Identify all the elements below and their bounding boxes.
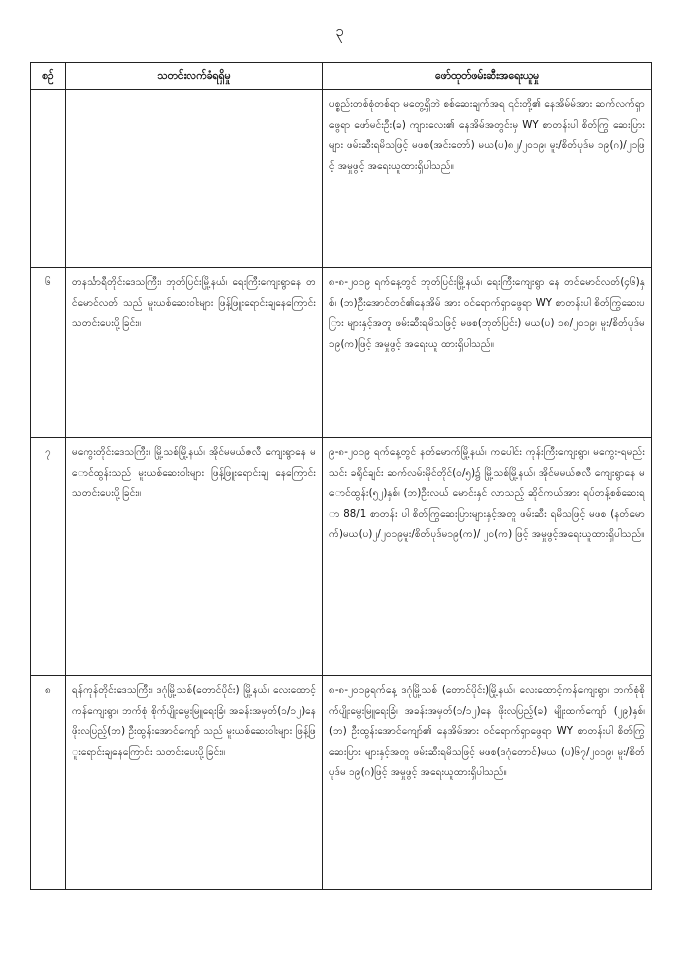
table-row	[31, 676, 652, 890]
action-cell: ပစ္စည်းတစ်စုံတစ်ရာ မတွေ့ရှိဘဲ စစ်ဆေးချက်အရ ၎င်းတို့၏ နေအိမ်မ်အား ဆက်လက်ရှာဖွေရာ ဖော်မင်းဦး(ခ) ကျားလေး၏ နေအိမ်အတွင်းမှ WY စာတန်းပါ စိတ်ကြွ ဆေးပြားများ ဖမ်းဆီးရမိသဖြင့် မဖစ(အင်းတော်) မယ(ပ)၈၂/၂၀၁၉၊ မူး/စိတ်ပုဒ်မ ၁၉(ဂ)/၂၁ဖြင့် အမှုဖွင့် အရေးယူထားရှိပါသည်။	[323, 90, 652, 268]
info-cell: တနင်္သာရီတိုင်းဒေသကြီး၊ ဘုတ်ပြင်းမြို့နယ်၊ ရေးကြီးကျေးရွာနေ တင်မောင်လတ် သည် မူးယစ်ဆေးဝါးများ ဖြန့်ဖြူးရောင်းချနေကြောင်း သတင်းပေးပို့ခြင်း။	[66, 268, 323, 438]
page-number: ၃	[335, 22, 344, 40]
table-row	[31, 438, 652, 676]
action-cell: ၈-၈-၂၀၁၉ ရက်နေ့တွင် ဘုတ်ပြင်းမြို့နယ်၊ ရေးကြီးကျေးရွာ နေ တင်မောင်လတ်(၄၆)နှစ်၊ (ဘ)ဦးအောင်တင်၏နေအိမ် အား ဝင်ရောက်ရှာဖွေရာ WY စာတန်းပါ စိတ်ကြွဆေးပြား များနှင့်အတူ ဖမ်းဆီးရမိသဖြင့် မဖစ(ဘုတ်ပြင်း) မယ(ပ) ၁၈/၂၀၁၉၊ မူး/စိတ်ပုဒ်မ ၁၉(က)ဖြင့် အမှုဖွင့် အရေးယူ ထားရှိပါသည်။	[323, 268, 652, 438]
info-cell: မကွေးတိုင်းဒေသကြီး၊ မြို့သစ်မြို့နယ်၊ အိုင်မမယ်ဇလီ ကျေးရွာနေ မောင်ထွန်းသည် မူးယစ်ဆေးဝါးများ ဖြန့်ဖြူးရောင်းချ နေကြောင်း သတင်းပေးပို့ခြင်း။	[66, 438, 323, 676]
header-action-taken: ဖော်ထုတ်ဖမ်းဆီးအရေးယူမှု	[323, 63, 652, 90]
row-number: ၈	[31, 676, 66, 890]
header-no: စဉ်	[31, 63, 66, 90]
row-number	[31, 90, 66, 268]
table-row	[31, 268, 652, 438]
info-cell: ရန်ကုန်တိုင်းဒေသကြီး၊ ဒဂုံမြို့သစ်(တောင်ပိုင်း) မြို့နယ်၊ လေးထောင့်ကန်ကျေးရွာ၊ ဘက်စုံ စိုက်ပျိုးမွေးမြူရေးခြံ၊ အခန်းအမှတ်(၁/၁၂)နေ ဖိုးလပြည့်(ဘ) ဦးထွန်းအောင်ကျော် သည် မူးယစ်ဆေးဝါးများ ဖြန့်ဖြူးရောင်းချနေကြောင်း သတင်းပေးပို့ခြင်း။	[66, 676, 323, 890]
action-cell: ၉-၈-၂၀၁၉ ရက်နေ့တွင် နတ်မောက်မြို့နယ်၊ ကပေါင်း ကုန်းကြီးကျေးရွာ၊ မကွေး-ရမည်းသင်း ခရိုင်ချင်း ဆက်လမ်းမိုင်တိုင်(၀/၅)၌ မြို့သစ်မြို့နယ်၊ အိုင်မမယ်ဇလီ ကျေးရွာနေ မောင်ထွန်း(၅၂)နှစ်၊ (ဘ)ဦးလယ် မောင်းနှင် လာသည့် ဆိုင်ကယ်အား ရပ်တန့်စစ်ဆေးရာ 88/1 စာတန်း ပါ စိတ်ကြွဆေးပြားများနှင့်အတူ ဖမ်းဆီး ရမိသဖြင့် မဖစ (နတ်မောက်)မယ(ပ)၂/၂၀၁၉မူး/စိတ်ပုဒ်မ၁၉(က)/ ၂၀(က) ဖြင့် အမှုဖွင့်အရေးယူထားရှိပါသည်။	[323, 438, 652, 676]
case-table	[30, 62, 652, 890]
info-cell	[66, 90, 323, 268]
table-row	[31, 90, 652, 268]
action-cell: ၈-၈-၂၀၁၉ရက်နေ့ ဒဂုံမြို့သစ် (တောင်ပိုင်း)မြို့နယ်၊ လေးထောင့်ကန်ကျေးရွာ၊ ဘက်စုံစိုက်ပျိုးမွေးမြူရေးခြံ၊ အခန်းအမှတ်(၁/၁၂)နေ ဖိုးလပြည့်(ခ) မျိုးထက်ကျော် (၂၉)နှစ်၊ (ဘ) ဦးထွန်းအောင်ကျော်၏ နေအိမ်အား ဝင်ရောက်ရှာဖွေရာ WY စာတန်းပါ စိတ်ကြွဆေးပြား များနှင့်အတူ ဖမ်းဆီးရမိသဖြင့် မဖစ(ဒဂုံတောင်)မယ (ပ)၆၇/၂၀၁၉၊ မူး/စိတ်ပုဒ်မ ၁၉(ဂ)ဖြင့် အမှုဖွင့် အရေးယူထားရှိပါသည်။	[323, 676, 652, 890]
row-number: ၇	[31, 438, 66, 676]
header-info-received: သတင်းလက်ခံရရှိမှု	[66, 63, 323, 90]
row-number: ၆	[31, 268, 66, 438]
table-header-row	[31, 63, 652, 90]
